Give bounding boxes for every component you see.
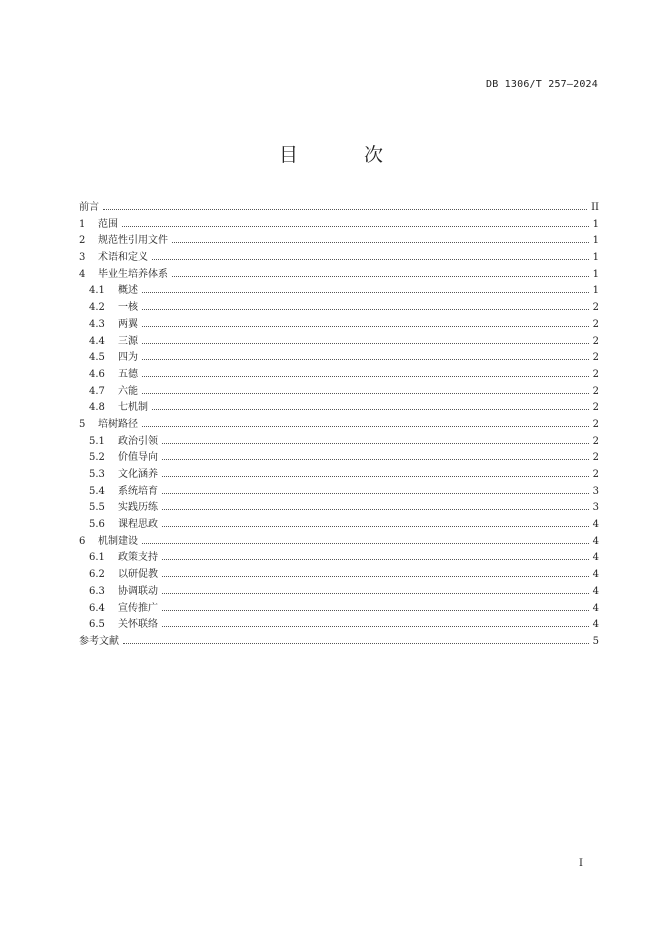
toc-entry[interactable] xyxy=(79,267,599,284)
dot-leader xyxy=(152,259,589,260)
toc-entry-page: 1 xyxy=(592,268,599,280)
dot-leader xyxy=(172,276,589,277)
toc-entry[interactable] xyxy=(79,417,599,434)
toc-entry-page: 4 xyxy=(592,585,599,597)
toc-entry-label: 课程思政 xyxy=(118,519,158,531)
toc-entry-label: 参考文献 xyxy=(79,635,119,647)
toc-entry-page: 2 xyxy=(592,469,599,480)
toc-entry[interactable] xyxy=(79,500,599,517)
dot-leader xyxy=(142,393,589,394)
toc-entry[interactable] xyxy=(79,233,599,250)
toc-entry-number: 6 xyxy=(79,535,86,547)
toc-entry-page: 4 xyxy=(592,569,599,581)
toc-entry-label: 四为 xyxy=(118,352,138,364)
toc-entry-page: 2 xyxy=(592,335,599,347)
toc-entry-number: 4.7 xyxy=(89,385,105,397)
toc-entry[interactable] xyxy=(79,567,599,584)
toc-entry-label: 协调联动 xyxy=(118,585,158,597)
toc-entry-label: 关怀联络 xyxy=(118,619,158,631)
toc-entry-number: 1 xyxy=(79,218,86,230)
dot-leader xyxy=(162,610,589,611)
toc-entry-number: 2 xyxy=(79,235,86,247)
toc-entry-number: 5 xyxy=(79,418,86,430)
dot-leader xyxy=(162,576,589,577)
toc-entry-page: 2 xyxy=(592,318,599,330)
toc-entry-number: 5.4 xyxy=(89,485,105,497)
toc-entry-number: 6.1 xyxy=(89,552,105,564)
dot-leader xyxy=(162,509,589,510)
toc-entry-page: 2 xyxy=(592,352,599,364)
toc-entry-page: II xyxy=(591,202,599,213)
toc-entry-label: 宣传推广 xyxy=(118,602,158,614)
toc-entry-label: 价值导向 xyxy=(118,452,158,464)
toc-entry-page: 1 xyxy=(592,218,599,230)
toc-entry[interactable] xyxy=(79,550,599,567)
toc-entry-label: 毕业生培养体系 xyxy=(98,268,168,280)
dot-leader xyxy=(142,543,589,544)
dot-leader xyxy=(162,493,589,494)
toc-entry-label: 政策支持 xyxy=(118,552,158,564)
toc-entry[interactable] xyxy=(79,584,599,601)
toc-entry-page: 4 xyxy=(592,602,599,614)
toc-entry-number: 3 xyxy=(79,252,86,264)
toc-entry[interactable] xyxy=(79,217,599,234)
toc-entry-label: 培树路径 xyxy=(98,418,138,430)
toc-entry-page: 4 xyxy=(592,619,599,631)
toc-entry-page: 2 xyxy=(592,402,599,414)
toc-entry-number: 6.3 xyxy=(89,585,105,597)
toc-entry-label: 机制建设 xyxy=(98,535,138,547)
toc-entry[interactable] xyxy=(79,434,599,451)
page-title: 目 次 xyxy=(278,144,414,166)
toc-entry-label: 实践历练 xyxy=(118,502,158,514)
toc-entry-label: 三源 xyxy=(118,335,138,347)
toc-entry-label: 系统培育 xyxy=(118,485,158,497)
toc-entry-label: 两翼 xyxy=(118,318,138,330)
toc-entry[interactable] xyxy=(79,367,599,384)
toc-entry-number: 6.5 xyxy=(89,619,105,631)
toc-entry-page: 2 xyxy=(592,368,599,380)
toc-entry-number: 4.8 xyxy=(89,402,105,414)
dot-leader xyxy=(142,309,589,310)
toc-entry-page: 1 xyxy=(592,285,599,297)
toc-entry[interactable] xyxy=(79,467,599,484)
dot-leader xyxy=(103,209,587,210)
toc-entry-page: 4 xyxy=(592,519,599,531)
dot-leader xyxy=(152,409,589,410)
toc-entry[interactable] xyxy=(79,450,599,467)
toc-entry-label: 政治引领 xyxy=(118,435,158,447)
toc-entry-label: 文化涵养 xyxy=(118,469,158,480)
dot-leader xyxy=(142,292,589,293)
dot-leader xyxy=(162,626,589,627)
toc-entry[interactable] xyxy=(79,350,599,367)
dot-leader xyxy=(162,526,589,527)
toc-entry[interactable] xyxy=(79,484,599,501)
dot-leader xyxy=(142,343,589,344)
dot-leader xyxy=(162,476,589,477)
toc-entry[interactable] xyxy=(79,334,599,351)
toc-entry-label: 一核 xyxy=(118,302,138,314)
toc-entry-label: 五德 xyxy=(118,368,138,380)
toc-entry-page: 2 xyxy=(592,435,599,447)
dot-leader xyxy=(123,643,589,644)
toc-entry[interactable] xyxy=(79,200,599,217)
toc-entry-page: 3 xyxy=(592,502,599,514)
toc-entry-label: 术语和定义 xyxy=(98,252,148,264)
toc-entry-page: 1 xyxy=(592,252,599,264)
dot-leader xyxy=(122,226,589,227)
toc-entry[interactable] xyxy=(79,283,599,300)
toc-entry-number: 4.1 xyxy=(89,285,105,297)
toc-entry-page: 3 xyxy=(592,485,599,497)
toc-entry[interactable] xyxy=(79,601,599,618)
dot-leader xyxy=(162,559,589,560)
dot-leader xyxy=(172,242,589,243)
toc-entry[interactable] xyxy=(79,384,599,401)
toc-entry[interactable] xyxy=(79,400,599,417)
toc-entry-number: 6.4 xyxy=(89,602,105,614)
toc-entry-number: 6.2 xyxy=(89,569,105,581)
toc-entry[interactable] xyxy=(79,634,599,651)
toc-entry-label: 六能 xyxy=(118,385,138,397)
dot-leader xyxy=(142,426,589,427)
toc-entry-label: 概述 xyxy=(118,285,138,297)
toc-entry-number: 4.3 xyxy=(89,318,105,330)
toc-entry[interactable] xyxy=(79,317,599,334)
toc-entry-page: 2 xyxy=(592,452,599,464)
toc-entry-page: 5 xyxy=(592,635,599,647)
toc-entry-number: 5.1 xyxy=(89,435,105,447)
toc-entry-label: 前言 xyxy=(79,202,99,213)
toc-entry-label: 规范性引用文件 xyxy=(98,235,168,247)
toc-entry[interactable] xyxy=(79,534,599,551)
toc-entry-page: 2 xyxy=(592,302,599,314)
dot-leader xyxy=(162,593,589,594)
toc-entry-number: 4.5 xyxy=(89,352,105,364)
toc-entry[interactable] xyxy=(79,617,599,634)
toc-entry-page: 4 xyxy=(592,552,599,564)
toc-entry-page: 4 xyxy=(592,535,599,547)
dot-leader xyxy=(162,459,589,460)
dot-leader xyxy=(142,359,589,360)
toc-entry-page: 2 xyxy=(592,418,599,430)
toc-entry-page: 1 xyxy=(592,235,599,247)
dot-leader xyxy=(142,376,589,377)
dot-leader xyxy=(162,443,589,444)
toc-entry-label: 范围 xyxy=(98,218,118,230)
document-code: DB 1306/T 257—2024 xyxy=(486,79,598,90)
toc-entry-number: 4 xyxy=(79,268,86,280)
table-of-contents xyxy=(79,200,599,651)
toc-entry-page: 2 xyxy=(592,385,599,397)
page-number: I xyxy=(579,858,583,869)
toc-entry-number: 4.2 xyxy=(89,302,105,314)
toc-entry-label: 七机制 xyxy=(118,402,148,414)
toc-entry[interactable] xyxy=(79,300,599,317)
toc-entry-number: 5.5 xyxy=(89,502,105,514)
toc-entry-number: 5.3 xyxy=(89,469,105,480)
toc-entry-number: 4.4 xyxy=(89,335,105,347)
toc-entry-number: 5.2 xyxy=(89,452,105,464)
toc-entry-number: 4.6 xyxy=(89,368,105,380)
toc-entry-number: 5.6 xyxy=(89,519,105,531)
toc-entry[interactable] xyxy=(79,250,599,267)
toc-entry[interactable] xyxy=(79,517,599,534)
toc-entry-label: 以研促教 xyxy=(118,569,158,581)
dot-leader xyxy=(142,326,589,327)
